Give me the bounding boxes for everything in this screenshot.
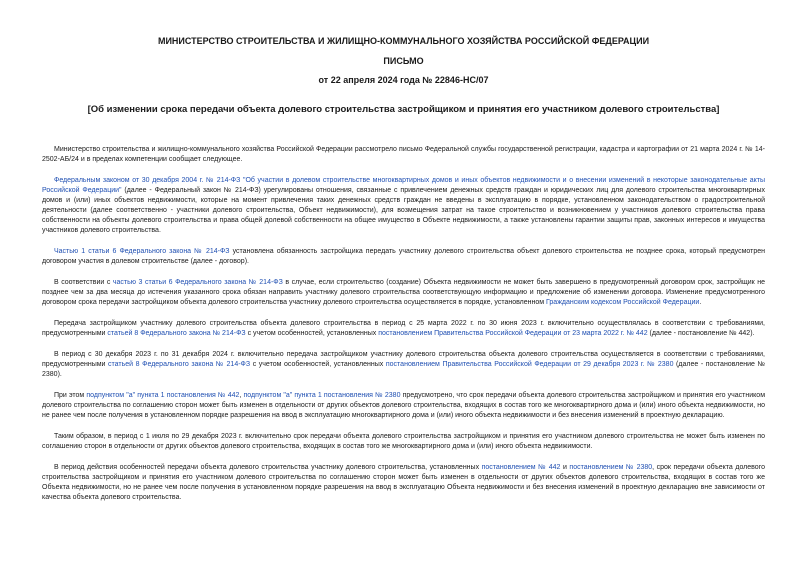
- paragraph-text: с учетом особенностей, установленных: [250, 361, 386, 368]
- paragraph-text: установлена обязанность застройщика передать участнику долевого строительства объект долевого строительства не позднее срока, который предусмотрен договором участия в долевом строительстве (далее - договор).: [42, 248, 765, 265]
- paragraph: [42, 319, 765, 339]
- paragraph: [42, 350, 765, 380]
- paragraph-text: Министерство строительства и жилищно-коммунального хозяйства Российской Федерации рассмотрело письмо Федеральной службы государственной регистрации, кадастра и картографии от 21 марта 2024 г. № 14-2502-АБ/24 и в пределах компетенции сообщает следующее.: [42, 146, 765, 163]
- legal-reference-link[interactable]: статьей 8 Федерального закона № 214-ФЗ: [107, 330, 246, 337]
- legal-reference-link[interactable]: Федеральным законом от 30 декабря 2004 г. № 214-ФЗ "Об участии в долевом строительстве многоквартирных домов и иных объектов недвижимости и о внесении изменений в некоторые законодательные акты Российской Федерации": [42, 177, 765, 194]
- paragraph: [42, 176, 765, 236]
- paragraph-text: в случае, если строительство (создание) Объекта недвижимости не может быть завершено в предусмотренный договором срок, застройщик не позднее чем за два месяца до истечения указанного срока обязан направить участнику долевого строительства соответствующую информацию и предложение об изменении договора. Изменение предусмотренного договором срока передачи застройщиком объекта долевого строительства участнику долевого строительства осуществляется в порядке, установленном: [42, 279, 765, 306]
- paragraph-text: с учетом особенностей, установленных: [245, 330, 379, 337]
- ministry-heading: МИНИСТЕРСТВО СТРОИТЕЛЬСТВА И ЖИЛИЩНО-КОММУНАЛЬНОГО ХОЗЯЙСТВА РОССИЙСКОЙ ФЕДЕРАЦИИ: [157, 36, 650, 46]
- paragraph-text: В период действия особенностей передачи объекта долевого строительства участнику долевого строительства, установленных: [54, 464, 482, 471]
- legal-reference-link[interactable]: подпунктом "а" пункта 1 постановления № 2380: [243, 392, 401, 399]
- legal-reference-link[interactable]: постановлением № 442: [481, 464, 561, 471]
- paragraph-text: , срок передачи объекта долевого строительства застройщиком и принятия его участником долевого строительства по соглашению сторон может быть изменен в отдельности от других объектов долевого строительства, входящих в состав того же Объекта недвижимости, но не ранее чем после получения в установленном порядке разрешения на ввод в эксплуатацию Объекта недвижимости и без внесения изменений в проектную декларацию вне зависимости от качества объекта долевого строительства.: [42, 464, 765, 501]
- legal-reference-link[interactable]: Гражданским кодексом Российской Федерации: [546, 299, 700, 306]
- paragraph: [42, 278, 765, 308]
- paragraph-text: (далее - постановление № 442).: [647, 330, 755, 337]
- document-body: [42, 145, 765, 514]
- paragraph-text: (далее - Федеральный закон № 214-ФЗ) урегулированы отношения, связанные с привлечением денежных средств граждан и юридических лиц для долевого строительства многоквартирных домов и (или) иных объектов недвижимости, которые на момент привлечения таких денежных средств граждан не введены в эксплуатацию в порядке, установленном законодательством о градостроительной деятельности (далее соответственно - участники долевого строительства, Объект недвижимости), для возмещения затрат на такое строительство и возникновением у участников долевого строительства права собственности на объекты долевого строительства и права общей долевой собственности на общее имущество в Объекте недвижимости, а также установлены гарантии защиты прав, законных интересов и имущества участников долевого строительства.: [42, 187, 766, 234]
- legal-reference-link[interactable]: постановлением № 2380: [569, 464, 653, 471]
- paragraph-text: В соответствии с: [54, 279, 113, 286]
- paragraph-text: В период с 30 декабря 2023 г. по 31 декабря 2024 г. включительно передача застройщиком участнику долевого строительства объекта долевого строительства осуществляется в соответствии с требованиями, предусмотренными: [42, 351, 765, 368]
- document-title: [Об изменении срока передачи объекта долевого строительства застройщиком и принятия его участником долевого строительства]: [87, 104, 720, 115]
- paragraph-text: При этом: [54, 392, 87, 399]
- paragraph: [42, 432, 765, 452]
- paragraph-text: предусмотрено, что срок передачи объекта долевого строительства застройщиком и принятия его участником долевого строительства по соглашению сторон может быть изменен в отдельности от других объектов долевого строительства, входящих в состав того же многоквартирного дома и (или) иного объекта недвижимости, но не ранее чем после получения в установленном порядке разрешения на ввод в эксплуатацию многоквартирного дома и (или) иного объекта недвижимости и без внесения изменений в проектную декларацию.: [42, 392, 766, 419]
- paragraph: [42, 247, 765, 267]
- legal-reference-link[interactable]: постановлением Правительства Российской Федерации от 29 декабря 2023 г. № 2380: [385, 361, 674, 368]
- paragraph-text: ,: [239, 392, 244, 399]
- document-date-number: от 22 апреля 2024 года № 22846-НС/07: [318, 75, 489, 85]
- legal-reference-link[interactable]: частью 3 статьи 6 Федерального закона № 214-ФЗ: [112, 279, 283, 286]
- paragraph: [42, 463, 765, 503]
- legal-reference-link[interactable]: подпунктом "а" пункта 1 постановления № 442: [86, 392, 240, 399]
- paragraph-text: (далее - постановление № 2380).: [42, 361, 765, 378]
- paragraph-text: Передача застройщиком участнику долевого строительства объекта долевого строительства в период с 25 марта 2022 г. по 30 июня 2023 г. включительно осуществлялась в соответствии с требованиями, предусмотренными: [42, 320, 765, 337]
- paragraph-text: и: [560, 464, 570, 471]
- paragraph-text: .: [699, 299, 702, 306]
- legal-reference-link[interactable]: Частью 1 статьи 6 Федерального закона № 214-ФЗ: [54, 248, 230, 255]
- legal-reference-link[interactable]: статьей 8 Федерального закона № 214-ФЗ: [108, 361, 251, 368]
- paragraph-text: Таким образом, в период с 1 июля по 29 декабря 2023 г. включительно срок передачи объекта долевого строительства застройщиком и принятия его участником долевого строительства не может быть изменен по соглашению сторон в отдельности от других объектов долевого строительства, входящих в состав того же многоквартирного дома и (или) иного объекта недвижимости.: [42, 433, 765, 450]
- document-type: ПИСЬМО: [383, 56, 424, 66]
- legal-reference-link[interactable]: постановлением Правительства Российской Федерации от 23 марта 2022 г. № 442: [378, 330, 648, 337]
- paragraph: [42, 145, 765, 165]
- paragraph: [42, 391, 765, 421]
